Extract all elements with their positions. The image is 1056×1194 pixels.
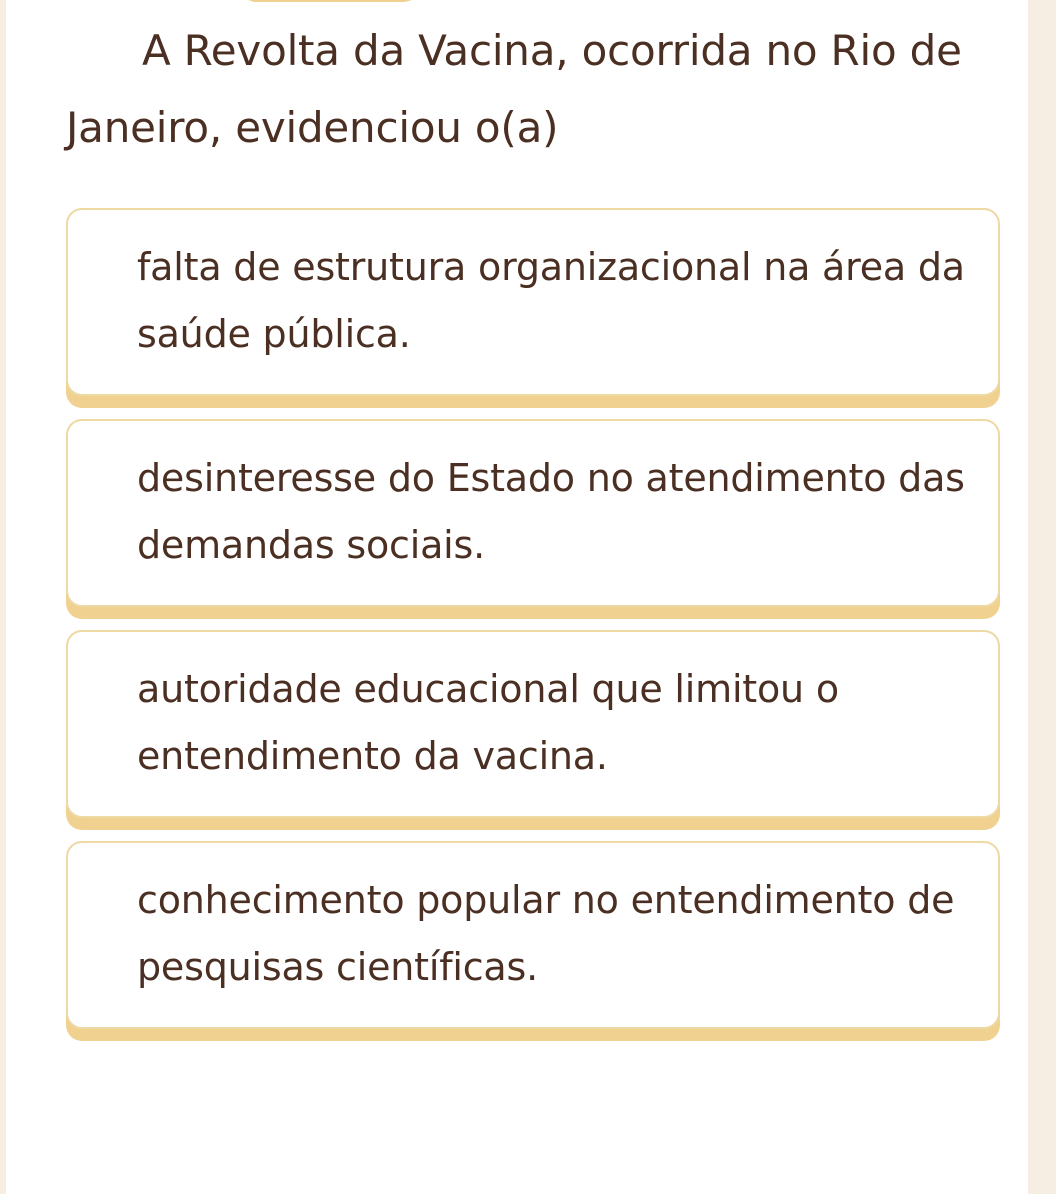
answer-option-2[interactable] xyxy=(66,419,1000,607)
answer-options xyxy=(66,208,1000,1052)
answer-option-4-text: conhecimento popular no entendimento de pesquisas científicas. xyxy=(137,878,955,989)
answer-option-3[interactable] xyxy=(66,630,1000,818)
question-text: A Revolta da Vacina, ocorrida no Rio de Janeiro, evidenciou o(a) xyxy=(66,26,962,152)
answer-option-2-text: desinteresse do Estado no atendimento das demandas sociais. xyxy=(137,456,965,567)
answer-option-1[interactable] xyxy=(66,208,1000,396)
top-tab-indicator xyxy=(242,0,418,2)
answer-option-4[interactable] xyxy=(66,841,1000,1029)
answer-option-3-text: autoridade educacional que limitou o entendimento da vacina. xyxy=(137,667,839,778)
answer-option-1-text: falta de estrutura organizacional na área da saúde pública. xyxy=(137,245,965,356)
